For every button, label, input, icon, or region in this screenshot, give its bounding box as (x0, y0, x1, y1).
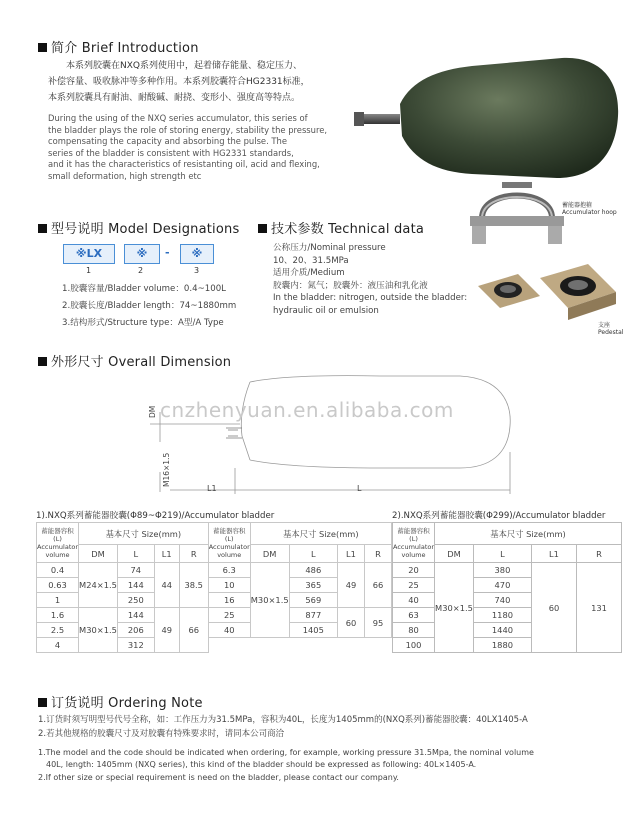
bladder-photo (352, 52, 622, 184)
dim-dm-label: DM (148, 405, 157, 418)
col-header: L1 (338, 545, 365, 563)
col-header: R (577, 545, 622, 563)
ordering-cn-line: 1.订货时须写明型号代号全称，如：工作压力为31.5MPa，容积为40L，长度为1405mm的(NXQ系列)蓄能器胶囊：40LX1405-A (38, 715, 528, 725)
col-header: R (179, 545, 208, 563)
table-row (37, 563, 392, 578)
cell: 25 (208, 608, 250, 623)
cell: 250 (117, 593, 154, 608)
cell: 1180 (473, 608, 531, 623)
model-items (62, 281, 236, 332)
cell: 40 (208, 623, 250, 638)
cell: 1405 (289, 623, 337, 638)
ordering-en-line: 2.If other size or special requirement is need on the bladder, please contact our company. (38, 773, 399, 782)
cell: 80 (393, 623, 435, 638)
cell: 60 (532, 563, 577, 653)
square-bullet-icon (258, 224, 267, 233)
square-bullet-icon (38, 224, 47, 233)
table2-size-header: 基本尺寸 Size(mm) (435, 523, 622, 545)
ordering-en-line: 40L, length: 1405mm (NXQ series), this kind of the bladder should be expressed as following: 40L×1405-A. (46, 760, 477, 769)
cell-text: M24×1.5 (79, 580, 117, 590)
tech-lines (273, 242, 467, 317)
hoop-label-en: Accumulator hoop (562, 209, 617, 216)
table1-vol-header (37, 523, 79, 563)
pedestal-label-cn: 支座 (598, 322, 611, 329)
square-bullet-icon (38, 357, 47, 366)
pedestal-label (598, 322, 623, 336)
tech-line: hydraulic oil or emulsion (273, 305, 379, 316)
table1 (36, 522, 392, 653)
dim-l-label: L (357, 484, 362, 493)
col-header: L1 (154, 545, 179, 563)
cell: 95 (365, 608, 392, 638)
cell (79, 563, 118, 608)
empty-cell (365, 638, 392, 653)
cell: 40 (393, 593, 435, 608)
vol-header-en: Accumulator volume (208, 542, 250, 559)
dimension-drawing (130, 372, 520, 502)
tech-line: In the bladder: nitrogen, outside the bladder: (273, 293, 468, 303)
cell: M30×1.5 (79, 608, 118, 653)
cell: 380 (473, 563, 531, 578)
tech-line: 10、20、31.5MPa (273, 255, 349, 266)
cell: 6.3 (208, 563, 250, 578)
cell: 877 (289, 608, 337, 623)
code-box-type: ※ (180, 244, 214, 264)
cell: 0.4 (37, 563, 79, 578)
cell: 63 (393, 608, 435, 623)
code-dash: - (165, 246, 170, 259)
ordering-heading: 订货说明 Ordering Note (38, 692, 203, 711)
col-header: DM (250, 545, 289, 563)
table1-size-header: 基本尺寸 Size(mm) (79, 523, 209, 545)
cell: 49 (154, 608, 179, 653)
cell: 44 (154, 563, 179, 608)
col-header: DM (79, 545, 118, 563)
vol-header-cn: 蓄能器容积(L) (41, 526, 74, 543)
table1-vol-header (208, 523, 250, 563)
cell: 60 (338, 608, 365, 638)
tech-heading: 技术参数 Technical data (258, 218, 424, 237)
cell: 66 (179, 608, 208, 653)
brief-en-line: compensating the capacity and absorbing the pulse. The (48, 136, 287, 146)
brief-en-line: the bladder plays the role of storing energy, stability the pressure, (48, 124, 328, 135)
table1-size-header: 基本尺寸 Size(mm) (250, 523, 391, 545)
square-bullet-icon (38, 43, 47, 52)
table1-caption: 1).NXQ系列蓄能器胶囊(Φ89~Φ219)/Accumulator bladder (36, 511, 275, 521)
cell: 1880 (473, 638, 531, 653)
cell: 740 (473, 593, 531, 608)
brief-cn-line: 本系列胶囊具有耐油、耐酸碱、耐挠、变形小、强度高等特点。 (48, 93, 301, 103)
empty-cell (250, 638, 289, 653)
brief-en-text (48, 113, 327, 182)
cell: 1440 (473, 623, 531, 638)
pedestal-photo (478, 256, 618, 326)
cell: 131 (577, 563, 622, 653)
pedestal-label-en: Pedestal (598, 329, 624, 336)
vol-header-cn: 蓄能器容积(L) (397, 526, 430, 543)
ordering-en-line: 1.The model and the code should be indicated when ordering, for example, working pressure 31.5Mpa, the nominal volume (38, 748, 534, 757)
vol-header-en: Accumulator volume (393, 542, 435, 559)
cell: 10 (208, 578, 250, 593)
empty-cell (338, 638, 365, 653)
cell: 16 (208, 593, 250, 608)
model-heading: 型号说明 Model Designations (38, 218, 239, 237)
cell: 66 (365, 563, 392, 608)
cell: 0.63 (37, 578, 79, 593)
ordering-cn-line: 2.若其他规格的胶囊尺寸及对胶囊有特殊要求时，请同本公司商洽 (38, 729, 285, 739)
vol-header-cn: 蓄能器容积(L) (212, 526, 246, 543)
table2-vol-header (393, 523, 435, 563)
cell: 365 (289, 578, 337, 593)
table-row (37, 608, 392, 623)
cell: M30×1.5 (250, 563, 289, 638)
watermark: cnzhenyuan.en.alibaba.com (160, 398, 454, 422)
brief-cn-line: 补偿容量、吸收脉冲等多种作用。本系列胶囊符合HG2331标准， (48, 77, 310, 87)
model-item: 1.胶囊容量/Bladder volume：0.4~100L (62, 284, 226, 294)
accumulator-hoop-photo (462, 178, 572, 248)
col-header: L (289, 545, 337, 563)
cell: 74 (117, 563, 154, 578)
hoop-label-cn: 蓄能器抱箍 (562, 202, 593, 209)
cell: 100 (393, 638, 435, 653)
dimension-heading: 外形尺寸 Overall Dimension (38, 351, 231, 370)
tech-line: 公称压力/Nominal pressure (273, 243, 386, 253)
cell: 49 (338, 563, 365, 608)
table2-caption: 2).NXQ系列蓄能器胶囊(Φ299)/Accumulator bladder (392, 511, 606, 521)
code-number: 3 (194, 266, 200, 275)
empty-cell (289, 638, 337, 653)
dim-l1-label: L1 (207, 484, 217, 493)
tech-line: 胶囊内：氮气；胶囊外：液压油和乳化液 (273, 280, 428, 291)
model-item: 2.胶囊长度/Bladder length：74~1880mm (62, 301, 237, 311)
tech-line: 适用介质/Medium (273, 268, 345, 278)
cell: 470 (473, 578, 531, 593)
cell: 25 (393, 578, 435, 593)
cell: 312 (117, 638, 154, 653)
brief-en-line: small deformation, high strength etc (48, 170, 202, 181)
cell: 20 (393, 563, 435, 578)
brief-en-line: series of the bladder is consistent with HG2331 standards, (48, 147, 294, 158)
col-header: DM (435, 545, 474, 563)
cell: M30×1.5 (435, 563, 474, 653)
cell: 2.5 (37, 623, 79, 638)
empty-cell (208, 638, 250, 653)
code-box-volume: ※LX (63, 244, 115, 264)
cell: 1.6 (37, 608, 79, 623)
hoop-label (562, 202, 617, 216)
brief-cn-line: 本系列胶囊在NXQ系列使用中，起着储存能量、稳定压力、 (66, 61, 302, 71)
code-number: 2 (138, 266, 144, 275)
dim-m16-label: M16×1.5 (162, 452, 171, 487)
col-header: L1 (532, 545, 577, 563)
code-number: 1 (86, 266, 92, 275)
model-item: 3.结构形式/Structure type：A型/A Type (62, 318, 224, 328)
table2 (392, 522, 622, 653)
brief-en-line: and it has the characteristics of resistanting oil, acid and flexing, (48, 159, 320, 169)
col-header: L (473, 545, 531, 563)
brief-cn-text (48, 58, 310, 106)
cell: 144 (117, 578, 154, 593)
table-row (393, 563, 622, 578)
square-bullet-icon (38, 698, 47, 707)
cell: 569 (289, 593, 337, 608)
cell: 206 (117, 623, 154, 638)
col-header: R (365, 545, 392, 563)
cell: 4 (37, 638, 79, 653)
cell: 486 (289, 563, 337, 578)
code-box-length: ※ (124, 244, 160, 264)
cell: 144 (117, 608, 154, 623)
cell: 1 (37, 593, 79, 608)
brief-heading: 简介 Brief Introduction (38, 37, 199, 56)
vol-header-en: Accumulator volume (37, 542, 79, 559)
col-header: L (117, 545, 154, 563)
brief-en-line: During the using of the NXQ series accumulator, this series of (48, 113, 308, 123)
cell: 38.5 (179, 563, 208, 608)
